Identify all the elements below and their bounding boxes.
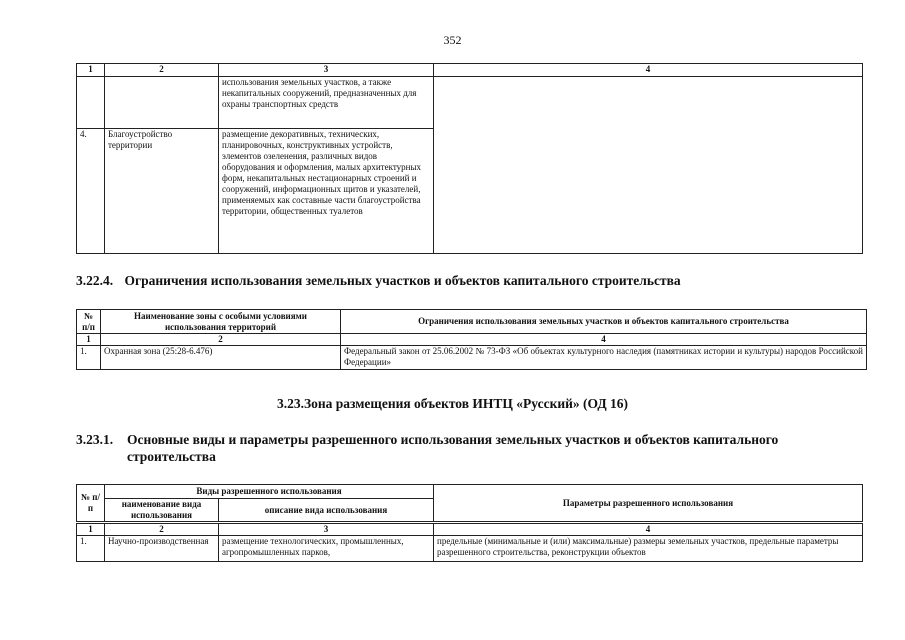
use-description: использования земельных участков, а также некапитальных сооружений, предназначенных для охраны транспортных средств: [219, 77, 434, 129]
use-description: размещение технологических, промышленных, агропромышленных парков,: [219, 536, 434, 562]
column-index: 1: [77, 64, 105, 77]
table-index-row: [77, 523, 863, 536]
row-number: [77, 77, 105, 129]
row-number: 1.: [77, 536, 105, 562]
column-index: 1: [77, 523, 105, 536]
column-index: 4: [434, 523, 863, 536]
use-name: [105, 77, 219, 129]
use-name: Научно-производственная: [105, 536, 219, 562]
section-title-line1: Основные виды и параметры разрешенного использования земельных участков и объектов капитального: [127, 432, 779, 447]
header-restrictions: Ограничения использования земельных участков и объектов капитального строительства: [341, 310, 867, 334]
column-index: 3: [219, 523, 434, 536]
column-index: 4: [434, 64, 863, 77]
row-number: 1.: [77, 346, 101, 370]
column-index: 2: [105, 64, 219, 77]
header-kinds-of-use: Виды разрешенного использования: [105, 485, 434, 499]
header-use-description: описание вида использования: [219, 499, 434, 523]
permitted-use-table: [76, 484, 863, 562]
section-number: 3.23.1.: [76, 432, 114, 447]
table-row: [77, 536, 863, 562]
table-header-row: [77, 64, 863, 77]
section-number: 3.22.4.: [76, 273, 114, 288]
table-row: [77, 346, 867, 370]
restrictions-table: [76, 309, 867, 370]
use-description: размещение декоративных, технических, планировочных, конструктивных устройств, элементов озеленения, различных видов оборудования и оформления, малых архитектурных форм, некапитальных нестационарных строений и сооружений, информационных щитов и указателей, применяемых как составные части благоустройства территории, общественных туалетов: [219, 129, 434, 254]
header-use-name: наименование вида использования: [105, 499, 219, 523]
permitted-use-table-continued: [76, 63, 863, 254]
column-index: 4: [341, 334, 867, 346]
column-index: 2: [101, 334, 341, 346]
column-index: 2: [105, 523, 219, 536]
table-header-row: [77, 310, 867, 334]
table-header-row: [77, 485, 863, 499]
header-zone-name: Наименование зоны с особыми условиями использования территорий: [101, 310, 341, 334]
zone-name: Охранная зона (25:28-6.476): [101, 346, 341, 370]
column-index: 3: [219, 64, 434, 77]
use-parameters: предельные (минимальные и (или) максимальные) размеры земельных участков, предельные параметры разрешенного строительства, реконструкции объектов: [434, 536, 863, 562]
use-name: Благоустройство территории: [105, 129, 219, 254]
header-number: № п/п: [77, 485, 105, 523]
row-number: 4.: [77, 129, 105, 254]
column-index: 1: [77, 334, 101, 346]
header-parameters: Параметры разрешенного использования: [434, 485, 863, 523]
table-row: [77, 77, 863, 129]
section-title: Ограничения использования земельных участков и объектов капитального строительства: [124, 273, 681, 288]
use-parameters: [434, 77, 863, 254]
section-heading-3-23-1: [76, 431, 876, 465]
header-number: № п/п: [77, 310, 101, 334]
section-title-line2: строительства: [127, 449, 216, 464]
table-index-row: [77, 334, 867, 346]
restriction-text: Федеральный закон от 25.06.2002 № 73-ФЗ «Об объектах культурного наследия (памятниках истории и культуры) народов Российской Федерации»: [341, 346, 867, 370]
section-heading-3-22-4: [76, 273, 681, 289]
section-heading-3-23: 3.23.Зона размещения объектов ИНТЦ «Русский» (ОД 16): [276, 396, 629, 411]
page-number: 352: [443, 33, 462, 47]
